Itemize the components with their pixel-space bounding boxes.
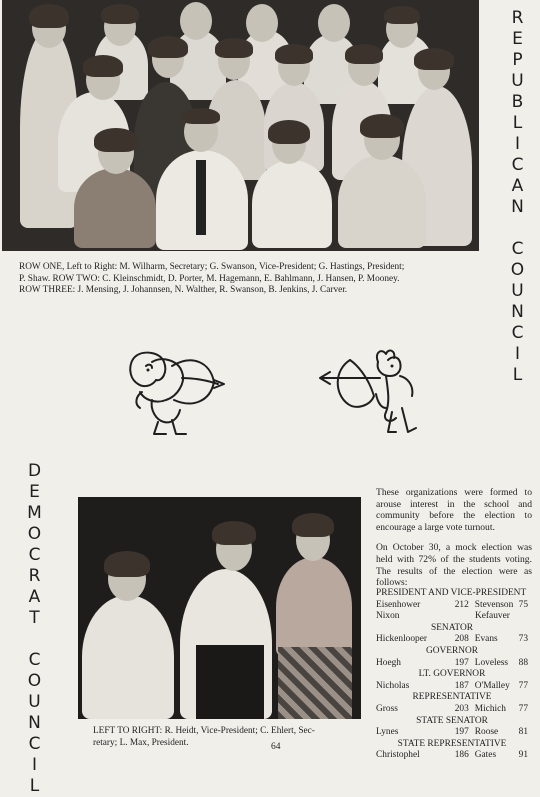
- title-letter: A: [28, 587, 42, 607]
- result-row: [376, 658, 528, 670]
- republican-candidate: Hickenlooper: [376, 634, 428, 645]
- democrat-candidate: Stevenson: [474, 599, 514, 610]
- result-row: [376, 727, 528, 739]
- title-letter: T: [29, 608, 41, 628]
- office-label: REPRESENTATIVE: [412, 692, 492, 703]
- title-letter: U: [511, 71, 525, 91]
- republican-council-title: [509, 8, 527, 386]
- result-row: [376, 750, 528, 762]
- republican-votes: 186: [454, 750, 469, 761]
- title-letter: O: [27, 671, 43, 691]
- democrat-candidate: Kefauver: [475, 611, 510, 622]
- caption-line: P. Shaw. ROW TWO: C. Kleinschmidt, D. Porter, M. Hagemann, E. Bahlmann, J. Hansen, P. Mooney.: [19, 273, 400, 284]
- title-letter: U: [28, 692, 42, 712]
- article-paragraph: These organizations were formed to arouse interest in the school and community before the election to encourage a large vote turnout.: [376, 487, 532, 533]
- republican-candidate: Nicholas: [376, 680, 410, 691]
- title-letter: C: [511, 323, 525, 343]
- republican-council-photo: [2, 0, 479, 251]
- title-letter: C: [28, 545, 42, 565]
- republican-votes: [439, 611, 475, 623]
- donkey-cupid-icon: [316, 346, 424, 440]
- title-letter: L: [29, 776, 41, 796]
- republican-votes: 212: [454, 599, 469, 610]
- democrat-council-photo: [78, 497, 361, 719]
- result-row: [376, 634, 528, 646]
- caption-line: retary; L. Max, President.: [93, 737, 189, 748]
- title-letter: I: [514, 134, 521, 154]
- title-letter: L: [512, 365, 524, 385]
- elephant-cupid-icon: [122, 348, 234, 440]
- caption-line: LEFT TO RIGHT: R. Heidt, Vice-President; C. Ehlert, Sec-: [93, 726, 315, 736]
- democrat-candidate: Roose: [474, 727, 499, 738]
- republican-candidate: Hoegh: [376, 657, 401, 668]
- democrat-candidate: Evans: [474, 634, 498, 645]
- republican-candidate: Eisenhower: [376, 599, 421, 610]
- title-letter: E: [29, 482, 41, 502]
- title-letter: R: [511, 8, 525, 28]
- republican-caption: [19, 262, 464, 297]
- result-row: [376, 600, 528, 612]
- title-letter: C: [28, 734, 42, 754]
- title-letter: C: [28, 650, 42, 670]
- democrat-votes: 81: [518, 727, 528, 738]
- title-letter: R: [28, 566, 42, 586]
- democrat-candidate: Gates: [474, 750, 497, 761]
- democrat-votes: [519, 611, 528, 623]
- article: [376, 487, 532, 598]
- office-label: STATE SENATOR: [416, 715, 488, 726]
- democrat-caption: [93, 726, 355, 749]
- title-letter: C: [511, 239, 525, 259]
- title-letter: L: [512, 113, 524, 133]
- democrat-votes: 91: [518, 750, 528, 761]
- republican-votes: 208: [454, 634, 469, 645]
- article-paragraph: On October 30, a mock election was held with 72% of the students voting. The results of the election were as follows:: [376, 542, 532, 589]
- result-row: [376, 681, 528, 693]
- election-results: [376, 588, 528, 762]
- office-label: STATE REPRESENTATIVE: [397, 738, 507, 749]
- caption-line: ROW THREE: J. Mensing, J. Johannsen, N. Walther, R. Swanson, B. Jenkins, J. Carver.: [19, 285, 348, 295]
- democrat-candidate: Michich: [474, 703, 506, 714]
- title-letter: D: [27, 461, 43, 481]
- page-number: 64: [271, 742, 281, 752]
- title-letter: I: [514, 344, 521, 364]
- republican-candidate: Lynes: [376, 727, 399, 738]
- title-letter: N: [511, 302, 525, 322]
- republican-candidate: Gross: [376, 703, 398, 714]
- title-letter: O: [510, 260, 526, 280]
- title-letter: N: [511, 197, 525, 217]
- caption-line: ROW ONE, Left to Right: M. Wilharm, Secretary; G. Swanson, Vice-President; G. Hastings, President;: [19, 262, 405, 272]
- democrat-candidate: Loveless: [474, 657, 509, 668]
- republican-candidate: Christophel: [376, 750, 420, 761]
- title-letter: C: [511, 155, 525, 175]
- democrat-votes: 75: [518, 599, 528, 610]
- democrat-votes: 77: [518, 680, 528, 691]
- office-label: LT. GOVERNOR: [418, 669, 486, 680]
- title-letter: O: [27, 524, 43, 544]
- democrat-candidate: O'Malley: [474, 680, 510, 691]
- republican-votes: 187: [454, 680, 469, 691]
- result-row: [376, 611, 528, 623]
- title-letter: B: [511, 92, 525, 112]
- republican-votes: 197: [454, 657, 469, 668]
- republican-votes: 197: [454, 727, 469, 738]
- title-letter: U: [511, 281, 525, 301]
- title-letter: M: [27, 503, 43, 523]
- office-label: SENATOR: [430, 622, 474, 633]
- title-letter: P: [512, 50, 524, 70]
- title-letter: A: [511, 176, 525, 196]
- title-letter: E: [512, 29, 524, 49]
- office-label: GOVERNOR: [425, 645, 479, 656]
- democrat-council-title: [26, 461, 44, 797]
- democrat-votes: 73: [518, 634, 528, 645]
- result-row: [376, 704, 528, 716]
- results-heading: PRESIDENT AND VICE-PRESIDENT: [376, 588, 527, 598]
- republican-votes: 203: [454, 703, 469, 714]
- title-letter: I: [31, 755, 38, 775]
- title-letter: N: [28, 713, 42, 733]
- democrat-votes: 88: [518, 657, 528, 668]
- democrat-votes: 77: [518, 703, 528, 714]
- republican-candidate: Nixon: [376, 611, 400, 622]
